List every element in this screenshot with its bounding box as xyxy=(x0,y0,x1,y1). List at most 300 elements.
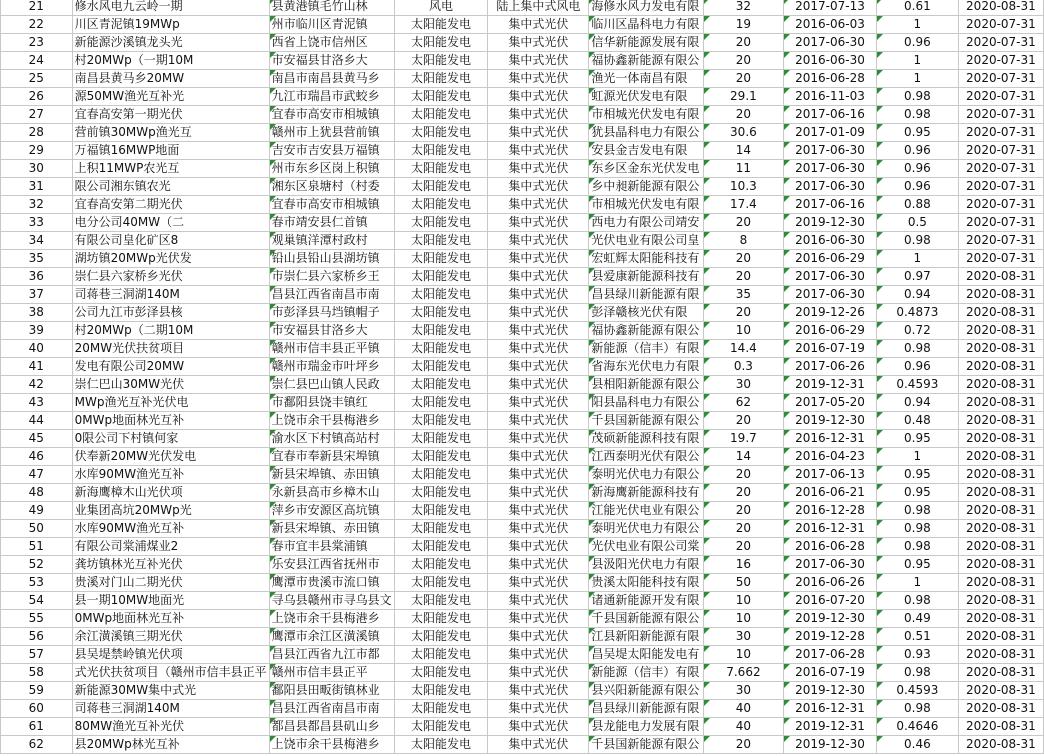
report-date-cell[interactable]: 2020-08-31 xyxy=(958,448,1043,466)
location-cell[interactable]: 春市靖安县仁首镇 xyxy=(269,214,394,232)
energy-type-cell[interactable]: 太阳能发电 xyxy=(394,286,488,304)
row-number-cell[interactable]: 30 xyxy=(1,160,73,178)
grid-date-cell[interactable]: 2017-06-13 xyxy=(784,466,877,484)
report-date-cell[interactable]: 2020-08-31 xyxy=(958,304,1043,322)
station-type-cell[interactable]: 集中式光伏 xyxy=(488,556,589,574)
grid-date-cell[interactable]: 2017-01-09 xyxy=(784,124,877,142)
grid-date-cell[interactable]: 2017-06-30 xyxy=(784,286,877,304)
capacity-cell[interactable]: 20 xyxy=(703,34,783,52)
project-name-cell[interactable]: 川区青泥镇19MWp xyxy=(72,16,269,34)
capacity-cell[interactable]: 20 xyxy=(703,466,783,484)
location-cell[interactable]: 赣州市瑞金市叶坪乡 xyxy=(269,358,394,376)
station-type-cell[interactable]: 集中式光伏 xyxy=(488,340,589,358)
station-type-cell[interactable]: 集中式光伏 xyxy=(488,286,589,304)
location-cell[interactable]: 昌县江西省南昌市南 xyxy=(269,700,394,718)
grid-date-cell[interactable]: 2019-12-30 xyxy=(784,736,877,754)
report-date-cell[interactable]: 2020-07-31 xyxy=(958,214,1043,232)
energy-type-cell[interactable]: 太阳能发电 xyxy=(394,340,488,358)
company-name-cell[interactable]: 诸通新能源开发有限 xyxy=(589,592,703,610)
station-type-cell[interactable]: 集中式光伏 xyxy=(488,214,589,232)
company-name-cell[interactable]: 昌县绿川新能源有限 xyxy=(589,700,703,718)
location-cell[interactable]: 新县宋埠镇、赤田镇 xyxy=(269,520,394,538)
station-type-cell[interactable]: 集中式光伏 xyxy=(488,718,589,736)
location-cell[interactable]: 崇仁县巴山镇人民政 xyxy=(269,376,394,394)
grid-date-cell[interactable]: 2016-06-21 xyxy=(784,484,877,502)
grid-date-cell[interactable]: 2016-06-30 xyxy=(784,232,877,250)
energy-type-cell[interactable]: 太阳能发电 xyxy=(394,664,488,682)
capacity-cell[interactable]: 10 xyxy=(703,646,783,664)
report-date-cell[interactable]: 2020-07-31 xyxy=(958,34,1043,52)
grid-date-cell[interactable]: 2019-12-30 xyxy=(784,412,877,430)
station-type-cell[interactable]: 集中式光伏 xyxy=(488,322,589,340)
location-cell[interactable]: 鹰潭市贵溪市流口镇 xyxy=(269,574,394,592)
energy-type-cell[interactable]: 太阳能发电 xyxy=(394,376,488,394)
energy-type-cell[interactable]: 太阳能发电 xyxy=(394,214,488,232)
energy-type-cell[interactable]: 太阳能发电 xyxy=(394,520,488,538)
row-number-cell[interactable]: 43 xyxy=(1,394,73,412)
report-date-cell[interactable]: 2020-08-31 xyxy=(958,736,1043,754)
grid-date-cell[interactable]: 2017-06-28 xyxy=(784,646,877,664)
capacity-cell[interactable]: 19.7 xyxy=(703,430,783,448)
project-name-cell[interactable]: 新能源沙溪镇龙头光 xyxy=(72,34,269,52)
ratio-cell[interactable]: 1 xyxy=(876,16,958,34)
report-date-cell[interactable]: 2020-08-31 xyxy=(958,628,1043,646)
project-name-cell[interactable]: 电分公司40MW（二 xyxy=(72,214,269,232)
row-number-cell[interactable]: 28 xyxy=(1,124,73,142)
row-number-cell[interactable]: 62 xyxy=(1,736,73,754)
grid-date-cell[interactable]: 2017-06-30 xyxy=(784,34,877,52)
energy-type-cell[interactable]: 太阳能发电 xyxy=(394,394,488,412)
project-name-cell[interactable]: 县一期10MW地面光 xyxy=(72,592,269,610)
station-type-cell[interactable]: 集中式光伏 xyxy=(488,178,589,196)
row-number-cell[interactable]: 25 xyxy=(1,70,73,88)
station-type-cell[interactable]: 集中式光伏 xyxy=(488,16,589,34)
capacity-cell[interactable]: 14.4 xyxy=(703,340,783,358)
company-name-cell[interactable]: 信华新能源发展有限 xyxy=(589,34,703,52)
station-type-cell[interactable]: 集中式光伏 xyxy=(488,592,589,610)
station-type-cell[interactable]: 陆上集中式风电 xyxy=(488,0,589,16)
capacity-cell[interactable]: 11 xyxy=(703,160,783,178)
capacity-cell[interactable]: 20 xyxy=(703,736,783,754)
capacity-cell[interactable]: 20 xyxy=(703,304,783,322)
project-name-cell[interactable]: 有限公司棠浦煤业2 xyxy=(72,538,269,556)
ratio-cell[interactable]: 0.4646 xyxy=(876,718,958,736)
row-number-cell[interactable]: 23 xyxy=(1,34,73,52)
station-type-cell[interactable]: 集中式光伏 xyxy=(488,610,589,628)
energy-type-cell[interactable]: 太阳能发电 xyxy=(394,52,488,70)
ratio-cell[interactable]: 0.4873 xyxy=(876,304,958,322)
project-name-cell[interactable]: 宜春高安第二期光伏 xyxy=(72,196,269,214)
grid-date-cell[interactable]: 2017-06-30 xyxy=(784,268,877,286)
location-cell[interactable]: 上饶市余干县梅港乡 xyxy=(269,412,394,430)
location-cell[interactable]: 永新县高市乡樟木山 xyxy=(269,484,394,502)
row-number-cell[interactable]: 36 xyxy=(1,268,73,286)
company-name-cell[interactable]: 县爱康新能源科技有 xyxy=(589,268,703,286)
capacity-cell[interactable]: 20 xyxy=(703,412,783,430)
report-date-cell[interactable]: 2020-08-31 xyxy=(958,646,1043,664)
report-date-cell[interactable]: 2020-08-31 xyxy=(958,376,1043,394)
capacity-cell[interactable]: 17.4 xyxy=(703,196,783,214)
capacity-cell[interactable]: 40 xyxy=(703,718,783,736)
grid-date-cell[interactable]: 2016-07-19 xyxy=(784,340,877,358)
energy-type-cell[interactable]: 太阳能发电 xyxy=(394,574,488,592)
row-number-cell[interactable]: 49 xyxy=(1,502,73,520)
company-name-cell[interactable]: 新能源（信丰）有限 xyxy=(589,340,703,358)
grid-date-cell[interactable]: 2016-12-28 xyxy=(784,502,877,520)
company-name-cell[interactable]: 茂硕新能源科技有限 xyxy=(589,430,703,448)
company-name-cell[interactable]: 宏虹辉太阳能科技有 xyxy=(589,250,703,268)
row-number-cell[interactable]: 48 xyxy=(1,484,73,502)
location-cell[interactable]: 渝水区下村镇高站村 xyxy=(269,430,394,448)
project-name-cell[interactable]: 有限公司皇化矿区8 xyxy=(72,232,269,250)
row-number-cell[interactable]: 21 xyxy=(1,0,73,16)
grid-date-cell[interactable]: 2016-11-03 xyxy=(784,88,877,106)
grid-date-cell[interactable]: 2017-05-20 xyxy=(784,394,877,412)
ratio-cell[interactable]: 0.96 xyxy=(876,178,958,196)
station-type-cell[interactable]: 集中式光伏 xyxy=(488,466,589,484)
company-name-cell[interactable]: 新能源（信丰）有限 xyxy=(589,664,703,682)
grid-date-cell[interactable]: 2016-12-31 xyxy=(784,700,877,718)
energy-type-cell[interactable]: 太阳能发电 xyxy=(394,538,488,556)
project-name-cell[interactable]: 20MW光伏扶贫项目 xyxy=(72,340,269,358)
project-name-cell[interactable]: 伏奉新20MW光伏发电 xyxy=(72,448,269,466)
ratio-cell[interactable]: 0.98 xyxy=(876,520,958,538)
ratio-cell[interactable]: 0.94 xyxy=(876,286,958,304)
project-name-cell[interactable]: 上积11MWP农光互 xyxy=(72,160,269,178)
project-name-cell[interactable]: 修水风电九云岭一期 xyxy=(72,0,269,16)
energy-type-cell[interactable]: 太阳能发电 xyxy=(394,736,488,754)
station-type-cell[interactable]: 集中式光伏 xyxy=(488,196,589,214)
grid-date-cell[interactable]: 2017-06-30 xyxy=(784,160,877,178)
ratio-cell[interactable]: 0.96 xyxy=(876,142,958,160)
row-number-cell[interactable]: 44 xyxy=(1,412,73,430)
energy-type-cell[interactable]: 太阳能发电 xyxy=(394,70,488,88)
ratio-cell[interactable]: 0.98 xyxy=(876,232,958,250)
capacity-cell[interactable]: 14 xyxy=(703,448,783,466)
location-cell[interactable]: 宜春市高安市相城镇 xyxy=(269,196,394,214)
report-date-cell[interactable]: 2020-08-31 xyxy=(958,340,1043,358)
row-number-cell[interactable]: 31 xyxy=(1,178,73,196)
energy-type-cell[interactable]: 太阳能发电 xyxy=(394,628,488,646)
report-date-cell[interactable]: 2020-08-31 xyxy=(958,268,1043,286)
row-number-cell[interactable]: 46 xyxy=(1,448,73,466)
company-name-cell[interactable]: 千县国新能源有限公 xyxy=(589,412,703,430)
report-date-cell[interactable]: 2020-07-31 xyxy=(958,88,1043,106)
project-name-cell[interactable]: 县20MWp林光互补 xyxy=(72,736,269,754)
energy-type-cell[interactable]: 太阳能发电 xyxy=(394,556,488,574)
report-date-cell[interactable]: 2020-08-31 xyxy=(958,358,1043,376)
station-type-cell[interactable]: 集中式光伏 xyxy=(488,376,589,394)
report-date-cell[interactable]: 2020-07-31 xyxy=(958,70,1043,88)
location-cell[interactable]: 州市临川区青泥镇 xyxy=(269,16,394,34)
row-number-cell[interactable]: 58 xyxy=(1,664,73,682)
capacity-cell[interactable]: 40 xyxy=(703,700,783,718)
location-cell[interactable]: 宜春市奉新县宋埠镇 xyxy=(269,448,394,466)
grid-date-cell[interactable]: 2019-12-31 xyxy=(784,718,877,736)
row-number-cell[interactable]: 59 xyxy=(1,682,73,700)
energy-type-cell[interactable]: 太阳能发电 xyxy=(394,322,488,340)
grid-date-cell[interactable]: 2019-12-28 xyxy=(784,628,877,646)
report-date-cell[interactable]: 2020-08-31 xyxy=(958,286,1043,304)
station-type-cell[interactable]: 集中式光伏 xyxy=(488,124,589,142)
company-name-cell[interactable]: 县汲阳光伏电力有限 xyxy=(589,556,703,574)
location-cell[interactable]: 市安福县甘洛乡大 xyxy=(269,322,394,340)
capacity-cell[interactable]: 32 xyxy=(703,0,783,16)
ratio-cell[interactable]: 0.97 xyxy=(876,268,958,286)
project-name-cell[interactable]: 新能源30MW集中式光 xyxy=(72,682,269,700)
energy-type-cell[interactable]: 太阳能发电 xyxy=(394,646,488,664)
station-type-cell[interactable]: 集中式光伏 xyxy=(488,412,589,430)
row-number-cell[interactable]: 42 xyxy=(1,376,73,394)
project-name-cell[interactable]: 式光伏扶贫项目（赣州市信丰县正平 xyxy=(72,664,269,682)
ratio-cell[interactable]: 0.98 xyxy=(876,106,958,124)
row-number-cell[interactable]: 27 xyxy=(1,106,73,124)
report-date-cell[interactable]: 2020-08-31 xyxy=(958,394,1043,412)
report-date-cell[interactable]: 2020-08-31 xyxy=(958,538,1043,556)
ratio-cell[interactable]: 0.98 xyxy=(876,700,958,718)
location-cell[interactable]: 上饶市余干县梅港乡 xyxy=(269,736,394,754)
row-number-cell[interactable]: 35 xyxy=(1,250,73,268)
capacity-cell[interactable]: 10.3 xyxy=(703,178,783,196)
energy-type-cell[interactable]: 太阳能发电 xyxy=(394,232,488,250)
location-cell[interactable]: 昌县江西省九江市都 xyxy=(269,646,394,664)
location-cell[interactable]: 市彭泽县马垱镇帽子 xyxy=(269,304,394,322)
station-type-cell[interactable]: 集中式光伏 xyxy=(488,430,589,448)
project-name-cell[interactable]: 业集团高坑20MWp光 xyxy=(72,502,269,520)
ratio-cell[interactable]: 1 xyxy=(876,574,958,592)
ratio-cell[interactable]: 0.49 xyxy=(876,610,958,628)
energy-type-cell[interactable]: 太阳能发电 xyxy=(394,592,488,610)
energy-type-cell[interactable]: 太阳能发电 xyxy=(394,484,488,502)
row-number-cell[interactable]: 34 xyxy=(1,232,73,250)
grid-date-cell[interactable]: 2016-04-23 xyxy=(784,448,877,466)
station-type-cell[interactable]: 集中式光伏 xyxy=(488,52,589,70)
ratio-cell[interactable]: 0.4593 xyxy=(876,376,958,394)
project-name-cell[interactable]: 源50MW渔光互补光 xyxy=(72,88,269,106)
location-cell[interactable]: 乐安县江西省抚州市 xyxy=(269,556,394,574)
station-type-cell[interactable]: 集中式光伏 xyxy=(488,664,589,682)
ratio-cell[interactable]: 0.95 xyxy=(876,430,958,448)
location-cell[interactable]: 鹰潭市余江区潢溪镇 xyxy=(269,628,394,646)
energy-type-cell[interactable]: 太阳能发电 xyxy=(394,124,488,142)
location-cell[interactable]: 吉安市吉安县万福镇 xyxy=(269,142,394,160)
capacity-cell[interactable]: 20 xyxy=(703,106,783,124)
project-name-cell[interactable]: 公司九江市彭泽县核 xyxy=(72,304,269,322)
location-cell[interactable]: 市崇仁县六家桥乡王 xyxy=(269,268,394,286)
capacity-cell[interactable]: 20 xyxy=(703,538,783,556)
row-number-cell[interactable]: 60 xyxy=(1,700,73,718)
report-date-cell[interactable]: 2020-07-31 xyxy=(958,142,1043,160)
grid-date-cell[interactable]: 2016-06-30 xyxy=(784,52,877,70)
energy-type-cell[interactable]: 太阳能发电 xyxy=(394,466,488,484)
energy-type-cell[interactable]: 太阳能发电 xyxy=(394,34,488,52)
capacity-cell[interactable]: 20 xyxy=(703,520,783,538)
grid-date-cell[interactable]: 2019-12-30 xyxy=(784,682,877,700)
capacity-cell[interactable]: 30 xyxy=(703,682,783,700)
station-type-cell[interactable]: 集中式光伏 xyxy=(488,538,589,556)
station-type-cell[interactable]: 集中式光伏 xyxy=(488,700,589,718)
energy-type-cell[interactable]: 太阳能发电 xyxy=(394,142,488,160)
ratio-cell[interactable]: 0.94 xyxy=(876,394,958,412)
energy-type-cell[interactable]: 太阳能发电 xyxy=(394,268,488,286)
project-name-cell[interactable]: 限公司湘东镇农光 xyxy=(72,178,269,196)
capacity-cell[interactable]: 16 xyxy=(703,556,783,574)
grid-date-cell[interactable]: 2016-06-29 xyxy=(784,250,877,268)
ratio-cell[interactable]: 0.61 xyxy=(876,0,958,16)
report-date-cell[interactable]: 2020-08-31 xyxy=(958,520,1043,538)
ratio-cell[interactable]: 0.5 xyxy=(876,214,958,232)
ratio-cell[interactable]: 0.4593 xyxy=(876,682,958,700)
ratio-cell[interactable]: 0.95 xyxy=(876,484,958,502)
project-name-cell[interactable]: 村20MWp（一期10M xyxy=(72,52,269,70)
location-cell[interactable]: 都昌县都昌县矶山乡 xyxy=(269,718,394,736)
capacity-cell[interactable]: 35 xyxy=(703,286,783,304)
row-number-cell[interactable]: 40 xyxy=(1,340,73,358)
station-type-cell[interactable]: 集中式光伏 xyxy=(488,34,589,52)
project-name-cell[interactable]: 水库90MW渔光互补 xyxy=(72,466,269,484)
energy-type-cell[interactable]: 太阳能发电 xyxy=(394,412,488,430)
project-name-cell[interactable]: 余江潢溪镇三期光伏 xyxy=(72,628,269,646)
row-number-cell[interactable]: 53 xyxy=(1,574,73,592)
capacity-cell[interactable]: 20 xyxy=(703,502,783,520)
grid-date-cell[interactable]: 2016-12-31 xyxy=(784,520,877,538)
report-date-cell[interactable]: 2020-07-31 xyxy=(958,52,1043,70)
capacity-cell[interactable]: 0.3 xyxy=(703,358,783,376)
company-name-cell[interactable]: 新海鹰新能源科技有 xyxy=(589,484,703,502)
grid-date-cell[interactable]: 2017-07-13 xyxy=(784,0,877,16)
company-name-cell[interactable]: 东乡区金东光伏发电 xyxy=(589,160,703,178)
ratio-cell[interactable]: 0.72 xyxy=(876,322,958,340)
location-cell[interactable]: 九江市瑞昌市武蛟乡 xyxy=(269,88,394,106)
station-type-cell[interactable]: 集中式光伏 xyxy=(488,574,589,592)
location-cell[interactable]: 赣州市信丰县正平镇 xyxy=(269,340,394,358)
location-cell[interactable]: 观巢镇洋潭村政村 xyxy=(269,232,394,250)
company-name-cell[interactable]: 泰明光伏电力有限公 xyxy=(589,466,703,484)
company-name-cell[interactable]: 县相阳新能源有限公 xyxy=(589,376,703,394)
capacity-cell[interactable]: 7.662 xyxy=(703,664,783,682)
energy-type-cell[interactable]: 太阳能发电 xyxy=(394,304,488,322)
project-name-cell[interactable]: 0MWp地面林光互补 xyxy=(72,412,269,430)
report-date-cell[interactable]: 2020-07-31 xyxy=(958,16,1043,34)
report-date-cell[interactable]: 2020-08-31 xyxy=(958,682,1043,700)
row-number-cell[interactable]: 57 xyxy=(1,646,73,664)
report-date-cell[interactable]: 2020-08-31 xyxy=(958,484,1043,502)
company-name-cell[interactable]: 海修水风力发电有限 xyxy=(589,0,703,16)
location-cell[interactable]: 铅山县铅山县湖坊镇 xyxy=(269,250,394,268)
project-name-cell[interactable]: 新海鹰樟木山光伏项 xyxy=(72,484,269,502)
station-type-cell[interactable]: 集中式光伏 xyxy=(488,502,589,520)
energy-type-cell[interactable]: 太阳能发电 xyxy=(394,106,488,124)
row-number-cell[interactable]: 55 xyxy=(1,610,73,628)
ratio-cell[interactable]: 0.88 xyxy=(876,196,958,214)
company-name-cell[interactable]: 千县国新能源有限公 xyxy=(589,736,703,754)
row-number-cell[interactable]: 56 xyxy=(1,628,73,646)
capacity-cell[interactable]: 30 xyxy=(703,376,783,394)
ratio-cell[interactable]: 0.95 xyxy=(876,556,958,574)
location-cell[interactable]: 市鄱阳县饶丰镇红 xyxy=(269,394,394,412)
ratio-cell[interactable]: 0.48 xyxy=(876,412,958,430)
company-name-cell[interactable]: 千县国新能源有限公 xyxy=(589,610,703,628)
report-date-cell[interactable]: 2020-08-31 xyxy=(958,0,1043,16)
ratio-cell[interactable]: 0.51 xyxy=(876,628,958,646)
company-name-cell[interactable]: 乡中昶新能源有限公 xyxy=(589,178,703,196)
company-name-cell[interactable]: 光伏电业有限公司棠 xyxy=(589,538,703,556)
ratio-cell[interactable]: 0.96 xyxy=(876,358,958,376)
ratio-cell[interactable]: 0.98 xyxy=(876,340,958,358)
project-name-cell[interactable]: 村20MWp（二期10M xyxy=(72,322,269,340)
location-cell[interactable]: 春市宜丰县棠浦镇 xyxy=(269,538,394,556)
energy-type-cell[interactable]: 太阳能发电 xyxy=(394,160,488,178)
ratio-cell[interactable]: 0.95 xyxy=(876,124,958,142)
location-cell[interactable]: 鄱阳县田畈街镇林业 xyxy=(269,682,394,700)
row-number-cell[interactable]: 24 xyxy=(1,52,73,70)
project-name-cell[interactable]: 贵溪对门山二期光伏 xyxy=(72,574,269,592)
row-number-cell[interactable]: 38 xyxy=(1,304,73,322)
row-number-cell[interactable]: 39 xyxy=(1,322,73,340)
project-name-cell[interactable]: MWp渔光互补光伏电 xyxy=(72,394,269,412)
company-name-cell[interactable]: 渔光一体南昌有限 xyxy=(589,70,703,88)
station-type-cell[interactable]: 集中式光伏 xyxy=(488,106,589,124)
grid-date-cell[interactable]: 2016-06-03 xyxy=(784,16,877,34)
project-name-cell[interactable]: 崇仁县六家桥乡光伏 xyxy=(72,268,269,286)
station-type-cell[interactable]: 集中式光伏 xyxy=(488,484,589,502)
location-cell[interactable]: 宜春市高安市相城镇 xyxy=(269,106,394,124)
capacity-cell[interactable]: 20 xyxy=(703,214,783,232)
report-date-cell[interactable]: 2020-07-31 xyxy=(958,250,1043,268)
location-cell[interactable]: 湘东区泉塘村（村委 xyxy=(269,178,394,196)
company-name-cell[interactable]: 省海东光伏电力有限 xyxy=(589,358,703,376)
report-date-cell[interactable]: 2020-08-31 xyxy=(958,322,1043,340)
company-name-cell[interactable]: 彭泽赣核光伏有限 xyxy=(589,304,703,322)
ratio-cell[interactable]: 0.96 xyxy=(876,34,958,52)
project-name-cell[interactable]: 80MW渔光互补光伏 xyxy=(72,718,269,736)
ratio-cell[interactable]: 0.98 xyxy=(876,538,958,556)
location-cell[interactable]: 上饶市余干县梅港乡 xyxy=(269,610,394,628)
row-number-cell[interactable]: 45 xyxy=(1,430,73,448)
location-cell[interactable]: 州市东乡区岗上积镇 xyxy=(269,160,394,178)
capacity-cell[interactable]: 8 xyxy=(703,232,783,250)
row-number-cell[interactable]: 50 xyxy=(1,520,73,538)
company-name-cell[interactable]: 贵溪太阳能科技有限 xyxy=(589,574,703,592)
location-cell[interactable]: 寻乌县赣州市寻乌县文 xyxy=(269,592,394,610)
company-name-cell[interactable]: 虹源光伏发电有限 xyxy=(589,88,703,106)
capacity-cell[interactable]: 10 xyxy=(703,322,783,340)
energy-type-cell[interactable]: 风电 xyxy=(394,0,488,16)
report-date-cell[interactable]: 2020-07-31 xyxy=(958,196,1043,214)
company-name-cell[interactable]: 江能光伏电业有限公 xyxy=(589,502,703,520)
company-name-cell[interactable]: 市相城光伏发电有限 xyxy=(589,196,703,214)
ratio-cell[interactable]: 0.93 xyxy=(876,646,958,664)
location-cell[interactable]: 萍乡市安源区高坑镇 xyxy=(269,502,394,520)
energy-type-cell[interactable]: 太阳能发电 xyxy=(394,430,488,448)
report-date-cell[interactable]: 2020-08-31 xyxy=(958,502,1043,520)
report-date-cell[interactable]: 2020-08-31 xyxy=(958,430,1043,448)
ratio-cell[interactable]: 1 xyxy=(876,250,958,268)
company-name-cell[interactable]: 光伏电业有限公司皇 xyxy=(589,232,703,250)
report-date-cell[interactable]: 2020-07-31 xyxy=(958,178,1043,196)
energy-type-cell[interactable]: 太阳能发电 xyxy=(394,16,488,34)
row-number-cell[interactable]: 61 xyxy=(1,718,73,736)
station-type-cell[interactable]: 集中式光伏 xyxy=(488,160,589,178)
station-type-cell[interactable]: 集中式光伏 xyxy=(488,88,589,106)
ratio-cell[interactable]: 1 xyxy=(876,70,958,88)
station-type-cell[interactable]: 集中式光伏 xyxy=(488,70,589,88)
report-date-cell[interactable]: 2020-08-31 xyxy=(958,718,1043,736)
energy-type-cell[interactable]: 太阳能发电 xyxy=(394,718,488,736)
energy-type-cell[interactable]: 太阳能发电 xyxy=(394,700,488,718)
station-type-cell[interactable]: 集中式光伏 xyxy=(488,646,589,664)
energy-type-cell[interactable]: 太阳能发电 xyxy=(394,196,488,214)
